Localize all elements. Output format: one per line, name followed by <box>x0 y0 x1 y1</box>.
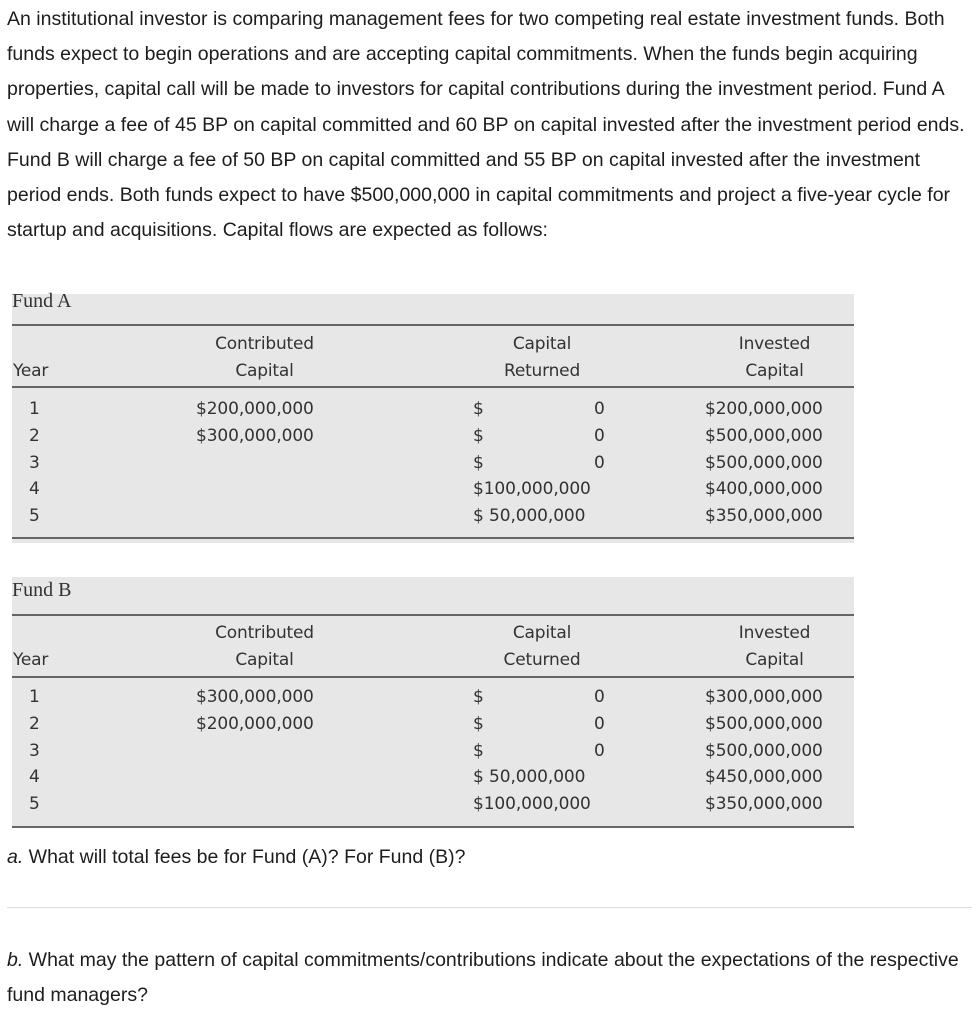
returned-header-line2: Ceturned <box>503 650 581 670</box>
table-row-year: 5 <box>29 506 40 527</box>
table-row-invested: $350,000,000 <box>705 506 823 527</box>
table-row-returned-value: 0 <box>594 452 605 473</box>
year-header: Year <box>13 361 49 381</box>
fund-b-table <box>12 577 854 830</box>
table-row-contributed: $200,000,000 <box>196 399 314 419</box>
table-row-year: 2 <box>29 713 40 734</box>
table-row-returned-value: 0 <box>594 713 605 734</box>
section-divider <box>7 907 972 908</box>
fund-a-table <box>12 288 854 543</box>
table-row-contributed: $300,000,000 <box>196 687 314 707</box>
invested-header-line1: Invested <box>738 623 811 643</box>
problem-statement: An institutional investor is comparing management fees for two competing real estate investment funds. Both funds expect to begin operations and are accepting capital commitments. When the funds begin acquiring properties, capital call will be made to investors for capital contributions during the investment period. Fund A will charge a fee of 45 BP on capital committed and 60 BP on capital invested after the investment period ends. Fund B will charge a fee of 50 BP on capital committed and 55 BP on capital invested after the investment period ends. Both funds expect to have $500,000,000 in capital commitments and project a five-year cycle for startup and acquisitions. Capital flows are expected as follows: <box>7 8 965 242</box>
contributed-header-line1: Contributed <box>215 334 314 354</box>
returned-header-line1: Capital <box>512 623 572 643</box>
table-row-returned-symbol: $ <box>473 452 484 473</box>
question-b-text: What may the pattern of capital commitments/contributions indicate about the expectations of the respective fund managers? <box>7 949 959 1006</box>
table-row-year: 4 <box>29 479 40 500</box>
table-bottom-rule <box>12 537 854 539</box>
contributed-header-line2: Capital <box>235 361 294 381</box>
returned-header-line1: Capital <box>512 334 572 354</box>
question-b-letter: b. <box>7 949 24 971</box>
table-row-invested: $350,000,000 <box>705 794 823 815</box>
contributed-header-line1: Contributed <box>215 623 314 643</box>
contributed-header-line2: Capital <box>235 650 294 670</box>
table-row-returned-symbol: $ <box>473 687 484 707</box>
invested-header-line1: Invested <box>738 334 811 354</box>
header-top-rule <box>12 324 854 326</box>
table-row-returned-value: 0 <box>594 425 605 446</box>
table-row-invested: $500,000,000 <box>705 713 823 734</box>
table-row-returned: $100,000,000 <box>473 479 591 500</box>
table-row-returned-value: 0 <box>594 399 605 419</box>
fund-a-title: Fund A <box>12 290 72 312</box>
header-top-rule <box>12 614 854 616</box>
table-row-invested: $450,000,000 <box>705 767 823 788</box>
table-row-year: 1 <box>29 399 40 419</box>
table-row-returned-value: 0 <box>594 687 605 707</box>
table-row-invested: $500,000,000 <box>705 425 823 446</box>
table-row-invested: $300,000,000 <box>705 687 823 707</box>
invested-header-line2: Capital <box>745 650 804 670</box>
question-a <box>7 840 967 875</box>
table-row-returned: $ 50,000,000 <box>473 767 586 788</box>
table-row-contributed: $200,000,000 <box>196 713 314 734</box>
table-row-returned-symbol: $ <box>473 713 484 734</box>
table-row-returned-symbol: $ <box>473 399 484 419</box>
invested-header-line2: Capital <box>745 361 804 381</box>
table-row-invested: $500,000,000 <box>705 740 823 761</box>
header-bottom-rule <box>12 676 854 678</box>
table-row-invested: $400,000,000 <box>705 479 823 500</box>
table-row-returned-symbol: $ <box>473 740 484 761</box>
table-row-year: 1 <box>29 687 40 707</box>
table-row-year: 4 <box>29 767 40 788</box>
table-bottom-rule <box>12 826 854 828</box>
table-row-returned: $ 50,000,000 <box>473 506 586 527</box>
table-row-year: 2 <box>29 425 40 446</box>
table-row-contributed: $300,000,000 <box>196 425 314 446</box>
table-row-invested: $200,000,000 <box>705 399 823 419</box>
table-row-invested: $500,000,000 <box>705 452 823 473</box>
question-b <box>7 943 967 1013</box>
table-row-year: 5 <box>29 794 40 815</box>
table-row-year: 3 <box>29 740 40 761</box>
question-a-letter: a. <box>7 846 24 868</box>
header-bottom-rule <box>12 386 854 388</box>
table-row-returned: $100,000,000 <box>473 794 591 815</box>
year-header: Year <box>13 650 49 670</box>
table-row-year: 3 <box>29 452 40 473</box>
table-row-returned-value: 0 <box>594 740 605 761</box>
question-a-text: What will total fees be for Fund (A)? For Fund (B)? <box>23 846 466 868</box>
table-row-returned-symbol: $ <box>473 425 484 446</box>
fund-b-title: Fund B <box>12 579 72 601</box>
returned-header-line2: Returned <box>503 361 581 381</box>
